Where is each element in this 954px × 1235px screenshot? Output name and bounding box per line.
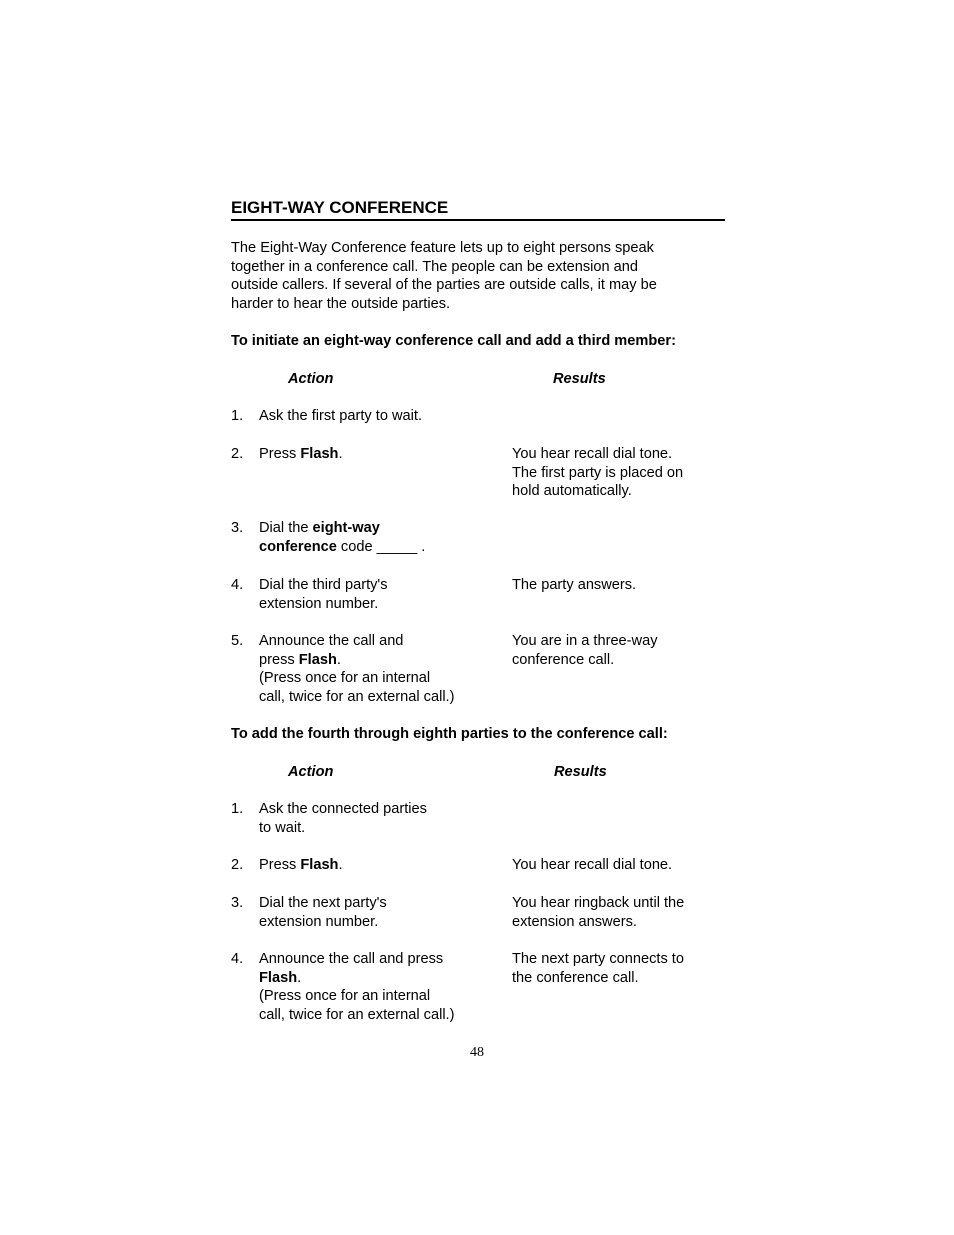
step-result-line: hold automatically. (512, 483, 632, 500)
page-number: 48 (470, 1045, 484, 1060)
action-text: . (297, 969, 302, 986)
step-number: 2. (231, 857, 244, 873)
step-result-line: You hear recall dial tone. (512, 446, 673, 462)
step-number: 1. (231, 408, 244, 424)
action-text: . (338, 446, 343, 462)
step-number: 2. (231, 446, 244, 462)
step-action-line: Announce the call and press (259, 951, 444, 967)
step-result-line: The party answers. (512, 577, 637, 593)
step-action (259, 632, 509, 706)
action-text: Dial the (259, 520, 313, 536)
step-action-line: extension number. (259, 913, 379, 930)
action-text: Press (259, 857, 301, 873)
step-result (512, 576, 727, 595)
step-result-line: You are in a three-way (512, 633, 658, 649)
step-action (259, 519, 509, 556)
step-result-line: You hear recall dial tone. (512, 857, 673, 873)
step-result-line: The next party connects to (512, 951, 684, 967)
action-text: code _____ . (336, 538, 426, 555)
step-number: 3. (231, 895, 244, 911)
step-action (259, 894, 509, 931)
section2-action-label: Action (288, 764, 334, 780)
step-number: 4. (231, 951, 244, 967)
page-title: EIGHT-WAY CONFERENCE (231, 198, 725, 221)
section2-heading: To add the fourth through eighth parties to the conference call: (231, 726, 668, 742)
step-result-line: You hear ringback until the (512, 895, 685, 911)
section2-results-label: Results (554, 764, 607, 780)
step-result (512, 632, 727, 669)
step-action-line: Dial the third party's (259, 577, 388, 593)
flash-key-label: Flash (298, 651, 337, 668)
conference-label: conference (259, 538, 337, 555)
step-result (512, 950, 727, 987)
step-action-line: call, twice for an external call.) (259, 688, 455, 705)
step-action (259, 407, 509, 426)
section1-heading: To initiate an eight-way conference call and add a third member: (231, 333, 676, 349)
action-text: press (259, 651, 299, 668)
step-result-line: The first party is placed on (512, 464, 684, 481)
step-action-line: to wait. (259, 819, 306, 836)
step-result-line: conference call. (512, 651, 615, 668)
step-number: 1. (231, 801, 244, 817)
step-action-line: Ask the connected parties (259, 801, 427, 817)
flash-key-label: Flash (259, 969, 298, 986)
action-text: Press (259, 446, 301, 462)
step-action-line: Ask the first party to wait. (259, 408, 423, 424)
eight-way-label: eight-way (312, 520, 380, 536)
intro-line: The Eight-Way Conference feature lets up to eight persons speak (231, 240, 654, 256)
action-text: . (338, 857, 343, 873)
section1-results-label: Results (553, 371, 606, 387)
step-action-line: Dial the next party's (259, 895, 387, 911)
step-action-line: Announce the call and (259, 633, 404, 649)
step-action-line: (Press once for an internal (259, 988, 431, 1005)
step-action-line: (Press once for an internal (259, 670, 431, 687)
step-action-line: extension number. (259, 595, 379, 612)
flash-key-label: Flash (300, 857, 339, 873)
step-action (259, 800, 509, 837)
step-number: 4. (231, 577, 244, 593)
step-action-line: call, twice for an external call.) (259, 1006, 455, 1023)
step-result (512, 856, 727, 875)
step-result (512, 445, 727, 501)
step-action (259, 445, 509, 464)
section1-action-label: Action (288, 371, 334, 387)
step-result-line: the conference call. (512, 969, 639, 986)
step-result (512, 894, 727, 931)
step-action (259, 950, 509, 1024)
intro-line: together in a conference call. The people can be extension and (231, 258, 639, 275)
intro-paragraph (231, 239, 725, 313)
flash-key-label: Flash (300, 446, 339, 462)
step-result-line: extension answers. (512, 913, 637, 930)
step-number: 5. (231, 633, 244, 649)
intro-line: harder to hear the outside parties. (231, 295, 451, 312)
step-action (259, 576, 509, 613)
step-action (259, 856, 509, 875)
intro-line: outside callers. If several of the parties are outside calls, it may be (231, 277, 657, 294)
step-number: 3. (231, 520, 244, 536)
action-text: . (336, 651, 341, 668)
